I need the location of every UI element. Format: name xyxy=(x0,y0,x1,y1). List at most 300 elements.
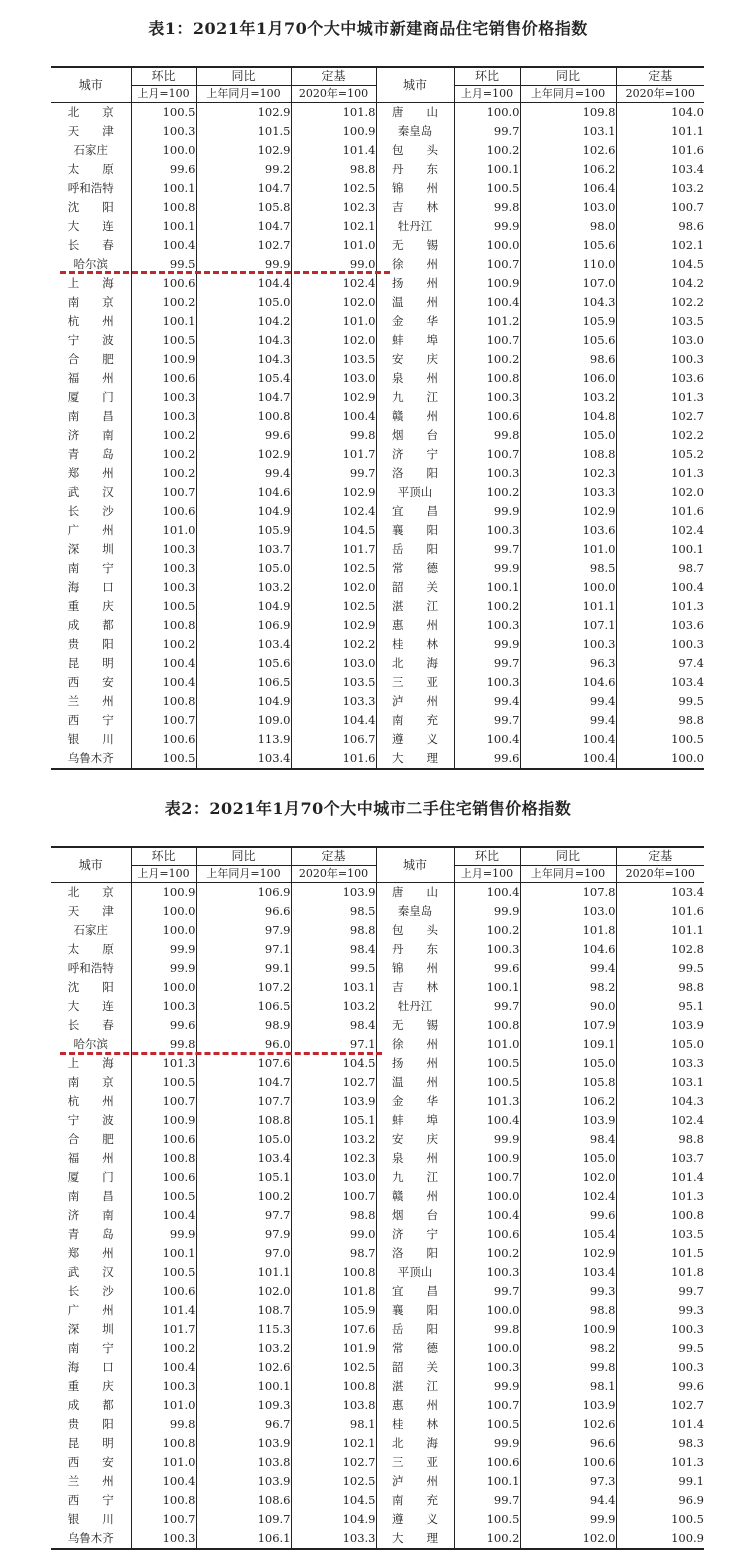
cell-mom-left: 100.6 xyxy=(131,274,196,293)
cell-mom-right: 100.6 xyxy=(454,1225,520,1244)
cell-base-left: 102.5 xyxy=(291,559,376,578)
cell-mom-left: 100.5 xyxy=(131,331,196,350)
cell-yoy-right: 105.0 xyxy=(520,1149,616,1168)
cell-base-right: 100.5 xyxy=(671,1512,704,1526)
cell-mom-right: 100.3 xyxy=(454,1263,520,1282)
cell-base-right: 100.1 xyxy=(671,542,704,556)
cell-base-right: 103.5 xyxy=(671,1227,704,1241)
cell-yoy-left: 109.0 xyxy=(196,711,291,730)
cell-base-left: 100.8 xyxy=(291,1263,376,1282)
cell-city-left: 沈 阳 xyxy=(51,978,131,997)
cell-yoy-right: 110.0 xyxy=(520,255,616,274)
cell-base-right: 102.4 xyxy=(671,523,704,537)
cell-city-right: 三 亚 xyxy=(376,1453,454,1472)
cell-base-right: 100.7 xyxy=(671,200,704,214)
table-row xyxy=(51,1320,704,1339)
cell-base-right: 102.7 xyxy=(671,1398,704,1412)
table-row xyxy=(51,1263,704,1282)
cell-city-left: 银 川 xyxy=(51,1510,131,1529)
cell-yoy-left: 99.4 xyxy=(196,464,291,483)
cell-yoy-left: 103.8 xyxy=(196,1453,291,1472)
table1-body xyxy=(51,103,704,770)
cell-yoy-left: 108.7 xyxy=(196,1301,291,1320)
cell-city-left: 重 庆 xyxy=(51,1377,131,1396)
cell-mom-left: 100.3 xyxy=(131,1529,196,1549)
cell-city-right: 湛 江 xyxy=(376,597,454,616)
cell-base-right: 102.4 xyxy=(671,1113,704,1127)
cell-yoy-right: 98.0 xyxy=(520,217,616,236)
cell-city-right: 扬 州 xyxy=(376,274,454,293)
table-row xyxy=(51,426,704,445)
cell-city-right: 三 亚 xyxy=(376,673,454,692)
cell-yoy-right: 103.9 xyxy=(520,1396,616,1415)
header-mom-sub: 上月=100 xyxy=(131,86,196,103)
cell-mom-left: 101.0 xyxy=(131,1453,196,1472)
cell-city-right: 平顶山 xyxy=(376,1263,454,1282)
cell-mom-right: 100.2 xyxy=(454,1244,520,1263)
cell-yoy-left: 102.0 xyxy=(196,1282,291,1301)
cell-city-right: 烟 台 xyxy=(376,1206,454,1225)
cell-mom-left: 100.8 xyxy=(131,1491,196,1510)
cell-mom-left: 100.2 xyxy=(131,635,196,654)
cell-city-left: 西 安 xyxy=(51,673,131,692)
cell-yoy-right: 102.9 xyxy=(520,1244,616,1263)
table-row xyxy=(51,883,704,903)
table-row xyxy=(51,464,704,483)
cell-mom-left: 100.8 xyxy=(131,1434,196,1453)
cell-mom-right: 100.4 xyxy=(454,293,520,312)
cell-base-right: 99.1 xyxy=(678,1474,704,1488)
cell-city-right: 遵 义 xyxy=(376,730,454,749)
cell-yoy-right: 106.2 xyxy=(520,1092,616,1111)
table-row xyxy=(51,597,704,616)
cell-base-left: 102.2 xyxy=(291,635,376,654)
table-row xyxy=(51,483,704,502)
cell-city-left: 呼和浩特 xyxy=(51,959,131,978)
cell-yoy-right: 101.8 xyxy=(520,921,616,940)
cell-city-left: 上 海 xyxy=(51,1054,131,1073)
cell-mom-left: 101.3 xyxy=(131,1054,196,1073)
cell-yoy-left: 105.6 xyxy=(196,654,291,673)
cell-mom-right: 100.4 xyxy=(454,1111,520,1130)
cell-city-left: 大 连 xyxy=(51,217,131,236)
divider-dashed-line xyxy=(60,1052,382,1055)
cell-yoy-left: 104.7 xyxy=(196,1073,291,1092)
table-row xyxy=(51,997,704,1016)
cell-base-left: 98.8 xyxy=(291,1206,376,1225)
cell-base-right: 101.4 xyxy=(671,1170,704,1184)
table1-title: 表1：2021年1月70个大中城市新建商品住宅销售价格指数 xyxy=(148,19,588,38)
cell-base-left: 102.3 xyxy=(291,1149,376,1168)
cell-mom-right: 100.2 xyxy=(454,483,520,502)
table-row xyxy=(51,1168,704,1187)
cell-yoy-right: 99.9 xyxy=(520,1510,616,1529)
cell-base-left: 102.9 xyxy=(291,616,376,635)
cell-base-right: 103.6 xyxy=(671,618,704,632)
cell-yoy-right: 107.8 xyxy=(520,883,616,903)
cell-mom-left: 101.4 xyxy=(131,1301,196,1320)
cell-mom-right: 99.9 xyxy=(454,1377,520,1396)
cell-base-left: 103.3 xyxy=(291,1529,376,1549)
cell-city-right: 温 州 xyxy=(376,1073,454,1092)
cell-base-right: 103.4 xyxy=(671,885,704,899)
cell-base-right: 104.3 xyxy=(671,1094,704,1108)
cell-base-right: 103.5 xyxy=(671,314,704,328)
cell-yoy-left: 105.4 xyxy=(196,369,291,388)
cell-base-right: 103.3 xyxy=(671,1056,704,1070)
cell-yoy-right: 100.3 xyxy=(520,635,616,654)
cell-city-right: 洛 阳 xyxy=(376,464,454,483)
cell-city-left: 长 沙 xyxy=(51,502,131,521)
cell-mom-right: 99.9 xyxy=(454,217,520,236)
cell-yoy-left: 104.9 xyxy=(196,692,291,711)
cell-base-right: 105.2 xyxy=(671,447,704,461)
table-row xyxy=(51,1282,704,1301)
table-row xyxy=(51,1244,704,1263)
cell-base-right: 101.6 xyxy=(671,904,704,918)
cell-city-right: 大 理 xyxy=(376,1529,454,1549)
table-row xyxy=(51,1054,704,1073)
cell-base-left: 104.4 xyxy=(291,711,376,730)
cell-base-left: 101.8 xyxy=(291,103,376,123)
cell-mom-right: 100.4 xyxy=(454,730,520,749)
cell-yoy-left: 98.9 xyxy=(196,1016,291,1035)
cell-city-left: 北 京 xyxy=(51,883,131,903)
cell-yoy-left: 100.2 xyxy=(196,1187,291,1206)
cell-mom-left: 100.3 xyxy=(131,997,196,1016)
cell-yoy-right: 100.4 xyxy=(520,730,616,749)
cell-yoy-right: 98.1 xyxy=(520,1377,616,1396)
cell-yoy-right: 101.1 xyxy=(520,597,616,616)
cell-yoy-left: 103.7 xyxy=(196,540,291,559)
cell-mom-left: 100.1 xyxy=(131,312,196,331)
cell-base-left: 103.0 xyxy=(291,369,376,388)
cell-city-right: 锦 州 xyxy=(376,959,454,978)
table-row xyxy=(51,1491,704,1510)
cell-city-left: 南 昌 xyxy=(51,407,131,426)
cell-yoy-left: 100.1 xyxy=(196,1377,291,1396)
cell-mom-right: 100.2 xyxy=(454,597,520,616)
cell-yoy-right: 102.3 xyxy=(520,464,616,483)
cell-mom-left: 99.9 xyxy=(131,1225,196,1244)
cell-city-left: 呼和浩特 xyxy=(51,179,131,198)
cell-base-right: 100.4 xyxy=(671,580,704,594)
cell-base-right: 99.5 xyxy=(678,961,704,975)
cell-base-left: 107.6 xyxy=(291,1320,376,1339)
cell-mom-right: 99.9 xyxy=(454,902,520,921)
table-row xyxy=(51,673,704,692)
cell-mom-left: 101.7 xyxy=(131,1320,196,1339)
table-row xyxy=(51,103,704,123)
cell-mom-left: 100.5 xyxy=(131,749,196,769)
cell-mom-right: 100.0 xyxy=(454,1339,520,1358)
cell-base-left: 98.4 xyxy=(291,1016,376,1035)
cell-base-left: 102.5 xyxy=(291,179,376,198)
cell-city-left: 哈尔滨 xyxy=(51,1035,131,1054)
cell-mom-right: 99.7 xyxy=(454,1491,520,1510)
cell-base-right: 100.9 xyxy=(616,1529,704,1549)
cell-mom-right: 99.7 xyxy=(454,654,520,673)
cell-mom-right: 100.5 xyxy=(454,179,520,198)
cell-base-left: 101.9 xyxy=(291,1339,376,1358)
table-row xyxy=(51,331,704,350)
cell-city-right: 洛 阳 xyxy=(376,1244,454,1263)
header-yoy: 同比 xyxy=(196,847,291,866)
cell-base-right: 103.2 xyxy=(671,181,704,195)
table-row xyxy=(51,369,704,388)
cell-base-right: 100.5 xyxy=(671,732,704,746)
cell-base-left: 102.3 xyxy=(291,198,376,217)
cell-yoy-left: 99.2 xyxy=(196,160,291,179)
cell-city-left: 石家庄 xyxy=(51,921,131,940)
cell-yoy-left: 104.3 xyxy=(196,331,291,350)
cell-city-right: 遵 义 xyxy=(376,1510,454,1529)
cell-mom-left: 100.9 xyxy=(131,883,196,903)
table-row xyxy=(51,1301,704,1320)
cell-mom-right: 100.3 xyxy=(454,940,520,959)
cell-mom-left: 100.6 xyxy=(131,730,196,749)
cell-base-right: 101.6 xyxy=(671,143,704,157)
cell-yoy-right: 100.9 xyxy=(520,1320,616,1339)
cell-base-left: 102.1 xyxy=(291,1434,376,1453)
cell-city-right: 平顶山 xyxy=(376,483,454,502)
cell-city-left: 大 连 xyxy=(51,997,131,1016)
cell-city-left: 海 口 xyxy=(51,1358,131,1377)
table-row xyxy=(51,1358,704,1377)
cell-mom-right: 100.1 xyxy=(454,578,520,597)
table-row xyxy=(51,236,704,255)
cell-yoy-right: 104.6 xyxy=(520,673,616,692)
table-row xyxy=(51,521,704,540)
table-row xyxy=(51,902,704,921)
cell-mom-right: 100.9 xyxy=(454,274,520,293)
header-city: 城市 xyxy=(51,847,131,883)
cell-city-right: 吉 林 xyxy=(376,198,454,217)
cell-city-left: 厦 门 xyxy=(51,388,131,407)
cell-mom-left: 100.2 xyxy=(131,293,196,312)
cell-mom-left: 100.6 xyxy=(131,369,196,388)
cell-city-left: 青 岛 xyxy=(51,1225,131,1244)
cell-yoy-right: 105.4 xyxy=(520,1225,616,1244)
cell-mom-right: 101.3 xyxy=(454,1092,520,1111)
cell-base-right: 100.3 xyxy=(671,1360,704,1374)
cell-mom-left: 100.7 xyxy=(131,1510,196,1529)
header-city: 城市 xyxy=(376,847,454,883)
cell-yoy-right: 102.9 xyxy=(520,502,616,521)
cell-mom-right: 99.6 xyxy=(454,959,520,978)
cell-yoy-left: 99.1 xyxy=(196,959,291,978)
cell-city-left: 南 宁 xyxy=(51,559,131,578)
table-row xyxy=(51,1339,704,1358)
cell-city-right: 秦皇岛 xyxy=(376,902,454,921)
cell-yoy-left: 108.8 xyxy=(196,1111,291,1130)
cell-yoy-right: 104.3 xyxy=(520,293,616,312)
cell-city-left: 乌鲁木齐 xyxy=(51,1529,131,1549)
cell-yoy-left: 103.2 xyxy=(196,578,291,597)
cell-city-right: 唐 山 xyxy=(376,883,454,903)
cell-yoy-left: 106.9 xyxy=(196,616,291,635)
cell-base-right: 101.3 xyxy=(671,390,704,404)
cell-yoy-right: 94.4 xyxy=(520,1491,616,1510)
cell-base-left: 101.6 xyxy=(291,749,376,769)
cell-city-left: 太 原 xyxy=(51,940,131,959)
cell-base-left: 103.0 xyxy=(291,1168,376,1187)
cell-mom-right: 100.0 xyxy=(454,236,520,255)
cell-city-right: 烟 台 xyxy=(376,426,454,445)
cell-city-left: 南 京 xyxy=(51,1073,131,1092)
table-row xyxy=(51,749,704,769)
cell-city-left: 贵 阳 xyxy=(51,1415,131,1434)
cell-yoy-right: 106.2 xyxy=(520,160,616,179)
cell-city-left: 贵 阳 xyxy=(51,635,131,654)
cell-base-right: 101.4 xyxy=(671,1417,704,1431)
cell-base-left: 104.5 xyxy=(291,1054,376,1073)
cell-mom-right: 100.4 xyxy=(454,1206,520,1225)
header-base: 定基 xyxy=(616,847,704,866)
cell-mom-left: 100.2 xyxy=(131,464,196,483)
cell-base-left: 100.8 xyxy=(291,1377,376,1396)
cell-yoy-left: 99.6 xyxy=(196,426,291,445)
table-row xyxy=(51,1187,704,1206)
cell-city-left: 成 都 xyxy=(51,1396,131,1415)
cell-yoy-left: 108.6 xyxy=(196,1491,291,1510)
cell-base-left: 99.7 xyxy=(291,464,376,483)
cell-yoy-right: 98.5 xyxy=(520,559,616,578)
table-row xyxy=(51,312,704,331)
cell-yoy-right: 103.4 xyxy=(520,1263,616,1282)
cell-yoy-right: 98.8 xyxy=(520,1301,616,1320)
cell-base-right: 100.3 xyxy=(671,352,704,366)
cell-city-left: 广 州 xyxy=(51,521,131,540)
cell-yoy-left: 96.7 xyxy=(196,1415,291,1434)
cell-mom-right: 101.0 xyxy=(454,1035,520,1054)
cell-mom-left: 100.4 xyxy=(131,673,196,692)
cell-city-left: 乌鲁木齐 xyxy=(51,749,131,769)
cell-yoy-left: 106.5 xyxy=(196,673,291,692)
cell-base-right: 102.2 xyxy=(671,428,704,442)
cell-base-left: 100.9 xyxy=(291,122,376,141)
cell-mom-right: 99.9 xyxy=(454,1434,520,1453)
cell-mom-left: 100.5 xyxy=(131,103,196,123)
header-base: 定基 xyxy=(616,67,704,86)
cell-yoy-right: 99.3 xyxy=(520,1282,616,1301)
cell-yoy-right: 99.4 xyxy=(520,692,616,711)
cell-yoy-left: 104.7 xyxy=(196,388,291,407)
cell-city-left: 福 州 xyxy=(51,369,131,388)
cell-mom-right: 99.7 xyxy=(454,540,520,559)
cell-mom-right: 100.7 xyxy=(454,445,520,464)
cell-mom-left: 100.1 xyxy=(131,179,196,198)
cell-yoy-left: 96.0 xyxy=(196,1035,291,1054)
cell-city-right: 牡丹江 xyxy=(376,997,454,1016)
cell-city-left: 兰 州 xyxy=(51,1472,131,1491)
cell-yoy-right: 104.8 xyxy=(520,407,616,426)
cell-mom-left: 100.4 xyxy=(131,1358,196,1377)
cell-mom-left: 100.9 xyxy=(131,350,196,369)
cell-yoy-left: 103.9 xyxy=(196,1472,291,1491)
table-row xyxy=(51,1415,704,1434)
cell-city-right: 济 宁 xyxy=(376,445,454,464)
cell-yoy-left: 104.3 xyxy=(196,350,291,369)
cell-mom-left: 100.0 xyxy=(131,921,196,940)
table-row xyxy=(51,1510,704,1529)
cell-city-left: 合 肥 xyxy=(51,1130,131,1149)
cell-city-left: 银 川 xyxy=(51,730,131,749)
cell-mom-left: 100.6 xyxy=(131,502,196,521)
table-row xyxy=(51,274,704,293)
cell-yoy-left: 107.2 xyxy=(196,978,291,997)
cell-city-right: 南 充 xyxy=(376,711,454,730)
cell-yoy-left: 104.7 xyxy=(196,217,291,236)
table-row xyxy=(51,730,704,749)
cell-base-right: 101.3 xyxy=(671,1455,704,1469)
cell-base-left: 102.0 xyxy=(291,293,376,312)
cell-mom-right: 100.0 xyxy=(454,1301,520,1320)
cell-yoy-left: 103.9 xyxy=(196,1434,291,1453)
cell-base-right: 98.8 xyxy=(678,1132,704,1146)
cell-mom-right: 99.8 xyxy=(454,426,520,445)
cell-city-left: 宁 波 xyxy=(51,1111,131,1130)
cell-base-left: 100.4 xyxy=(291,407,376,426)
table2-body xyxy=(51,883,704,1550)
cell-city-left: 北 京 xyxy=(51,103,131,123)
cell-mom-left: 101.0 xyxy=(131,1396,196,1415)
cell-mom-left: 99.6 xyxy=(131,1016,196,1035)
cell-base-left: 101.7 xyxy=(291,540,376,559)
cell-yoy-right: 105.6 xyxy=(520,331,616,350)
cell-mom-left: 100.9 xyxy=(131,1111,196,1130)
cell-city-left: 郑 州 xyxy=(51,464,131,483)
table-row xyxy=(51,445,704,464)
cell-base-right: 104.5 xyxy=(671,257,704,271)
cell-mom-left: 99.9 xyxy=(131,959,196,978)
cell-base-right: 103.4 xyxy=(671,675,704,689)
cell-yoy-right: 100.6 xyxy=(520,1453,616,1472)
cell-mom-right: 99.4 xyxy=(454,692,520,711)
cell-city-right: 蚌 埠 xyxy=(376,331,454,350)
cell-mom-right: 100.3 xyxy=(454,673,520,692)
cell-mom-right: 100.2 xyxy=(454,141,520,160)
cell-yoy-right: 102.4 xyxy=(520,1187,616,1206)
cell-city-right: 桂 林 xyxy=(376,1415,454,1434)
cell-mom-right: 99.6 xyxy=(454,749,520,769)
header-yoy-sub: 上年同月=100 xyxy=(520,86,616,103)
cell-base-right: 98.8 xyxy=(678,713,704,727)
cell-mom-right: 99.8 xyxy=(454,198,520,217)
cell-base-left: 103.0 xyxy=(291,654,376,673)
table-row xyxy=(51,160,704,179)
header-yoy: 同比 xyxy=(520,847,616,866)
cell-base-left: 103.5 xyxy=(291,673,376,692)
cell-base-left: 98.4 xyxy=(291,940,376,959)
cell-base-right: 103.6 xyxy=(671,371,704,385)
cell-city-right: 泸 州 xyxy=(376,1472,454,1491)
cell-yoy-right: 109.1 xyxy=(520,1035,616,1054)
cell-base-right: 100.8 xyxy=(671,1208,704,1222)
cell-city-right: 秦皇岛 xyxy=(376,122,454,141)
cell-mom-left: 99.9 xyxy=(131,940,196,959)
cell-city-left: 沈 阳 xyxy=(51,198,131,217)
cell-city-right: 扬 州 xyxy=(376,1054,454,1073)
cell-mom-right: 100.6 xyxy=(454,1453,520,1472)
table-row xyxy=(51,1092,704,1111)
cell-mom-left: 100.8 xyxy=(131,198,196,217)
cell-city-left: 哈尔滨 xyxy=(51,255,131,274)
cell-city-left: 南 京 xyxy=(51,293,131,312)
cell-yoy-right: 103.3 xyxy=(520,483,616,502)
table-row xyxy=(51,198,704,217)
cell-mom-left: 100.3 xyxy=(131,578,196,597)
